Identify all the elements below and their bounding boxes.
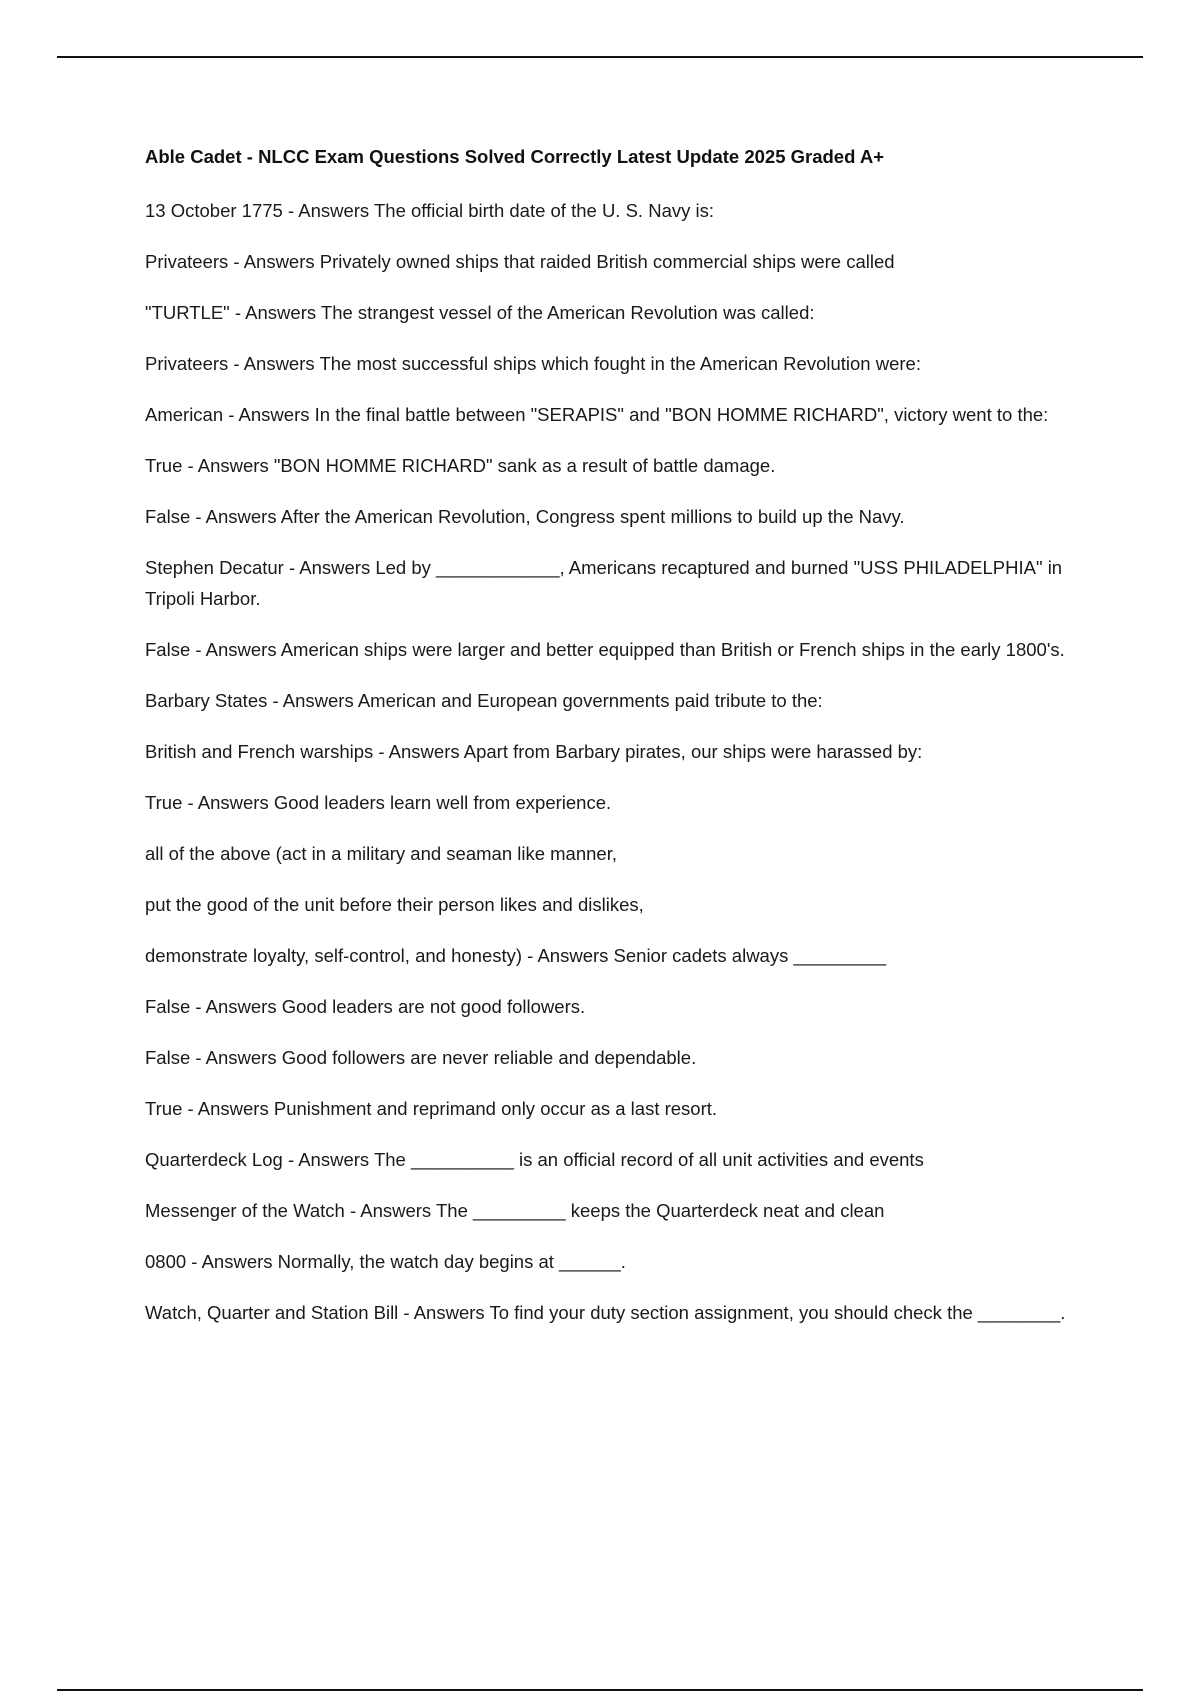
qa-line: False - Answers Good leaders are not good followers. — [145, 996, 586, 1017]
qa-line: Watch, Quarter and Station Bill - Answers To find your duty section assignment, you should check the ________. — [145, 1302, 1066, 1323]
qa-line: Messenger of the Watch - Answers The _________ keeps the Quarterdeck neat and clean — [145, 1200, 885, 1221]
qa-line: Privateers - Answers The most successful ships which fought in the American Revolution were: — [145, 353, 921, 374]
qa-line: put the good of the unit before their person likes and dislikes, — [145, 894, 644, 915]
qa-line: Privateers - Answers Privately owned ships that raided British commercial ships were called — [145, 251, 895, 272]
document-title: Able Cadet - NLCC Exam Questions Solved Correctly Latest Update 2025 Graded A+ — [145, 146, 885, 167]
qa-line: True - Answers Punishment and reprimand only occur as a last resort. — [145, 1098, 718, 1119]
qa-line: True - Answers Good leaders learn well from experience. — [145, 792, 612, 813]
qa-line: 0800 - Answers Normally, the watch day begins at ______. — [145, 1251, 626, 1272]
qa-line: False - Answers Good followers are never reliable and dependable. — [145, 1047, 697, 1068]
document-body — [145, 143, 1085, 1348]
qa-line: demonstrate loyalty, self-control, and honesty) - Answers Senior cadets always _________ — [145, 945, 887, 966]
qa-line: Barbary States - Answers American and European governments paid tribute to the: — [145, 690, 823, 711]
qa-line: False - Answers After the American Revolution, Congress spent millions to build up the Navy. — [145, 506, 905, 527]
header-rule — [57, 56, 1143, 58]
footer-rule — [57, 1689, 1143, 1691]
qa-line: Stephen Decatur - Answers Led by ____________, Americans recaptured and burned "USS PHILADELPHIA" in Tripoli Harbor. — [145, 557, 1063, 609]
qa-line: British and French warships - Answers Apart from Barbary pirates, our ships were harassed by: — [145, 741, 923, 762]
qa-line: American - Answers In the final battle between "SERAPIS" and "BON HOMME RICHARD", victory went to the: — [145, 404, 1049, 425]
qa-line: False - Answers American ships were larger and better equipped than British or French ships in the early 1800's. — [145, 639, 1065, 660]
qa-line: "TURTLE" - Answers The strangest vessel of the American Revolution was called: — [145, 302, 815, 323]
qa-line: Quarterdeck Log - Answers The __________ is an official record of all unit activities and events — [145, 1149, 924, 1170]
qa-line: True - Answers "BON HOMME RICHARD" sank as a result of battle damage. — [145, 455, 776, 476]
qa-line: all of the above (act in a military and seaman like manner, — [145, 843, 617, 864]
qa-line: 13 October 1775 - Answers The official birth date of the U. S. Navy is: — [145, 200, 714, 221]
